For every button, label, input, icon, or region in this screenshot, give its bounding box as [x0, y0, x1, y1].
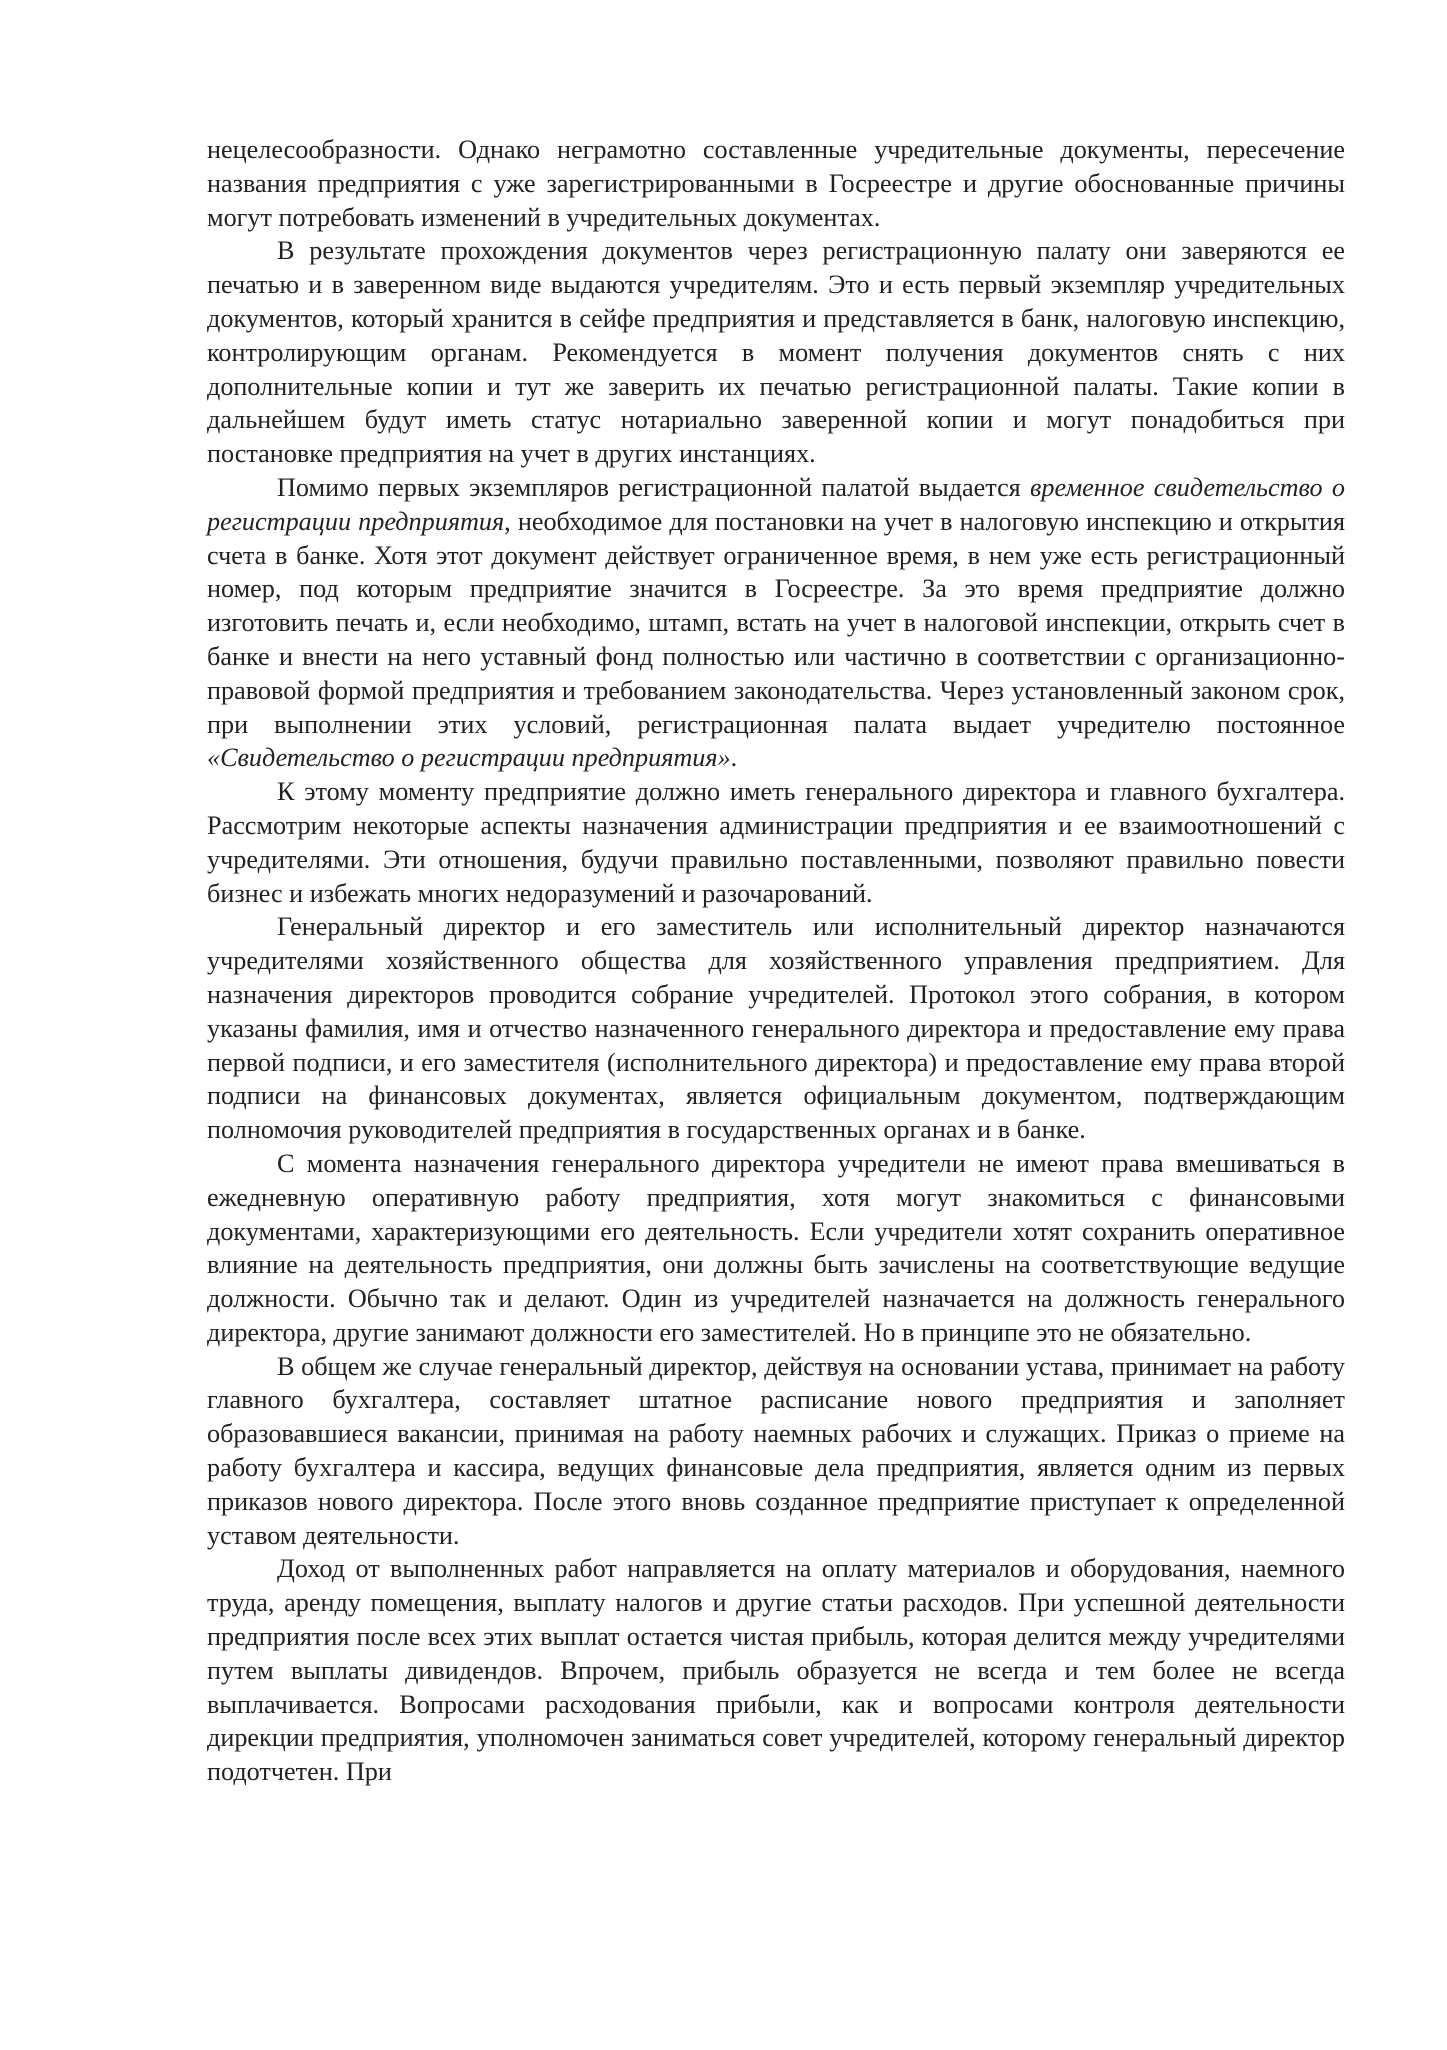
italic-term-temporary-certificate: временное свидетельство о регистрации предприятия	[207, 472, 1345, 536]
paragraph-3-text-c: .	[730, 743, 738, 773]
document-page	[207, 133, 1345, 1789]
paragraph-1-text: нецелесообразности. Однако неграмотно составленные учредительные документы, пересечение названия предприятия с уже зарегистрированными в Госреестре и другие обоснованные причины могут потребовать изменений в учредительных документах.	[207, 135, 1345, 232]
paragraph-5-text: Генеральный директор и его заместитель или исполнительный директор назначаются учредителями хозяйственного общества для хозяйственного управления предприятием. Для назначения директоров проводится собрание учредителей. Протокол этого собрания, в котором указаны фамилия, имя и отчество назначенного генерального директора и предоставление ему права первой подписи, и его заместителя (исполнительного директора) и предоставление ему права второй подписи на финансовых документах, является официальным документом, подтверждающим полномочия руководителей предприятия в государственных органах и в банке.	[207, 912, 1345, 1145]
paragraph-3	[207, 471, 1345, 775]
paragraph-2	[207, 234, 1345, 471]
paragraph-8-text: Доход от выполненных работ направляется на оплату материалов и оборудования, наемного труда, аренду помещения, выплату налогов и другие статьи расходов. При успешной деятельности предприятия после всех этих выплат остается чистая прибыль, которая делится между учредителями путем выплаты дивидендов. Впрочем, прибыль образуется не всегда и тем более не всегда выплачивается. Вопросами расходования прибыли, как и вопросами контроля деятельности дирекции предприятия, уполномочен заниматься совет учредителей, которому генеральный директор подотчетен. При	[207, 1554, 1345, 1787]
paragraph-8	[207, 1552, 1345, 1789]
paragraph-7	[207, 1350, 1345, 1553]
paragraph-4	[207, 775, 1345, 910]
italic-term-registration-certificate: «Свидетельство о регистрации предприятия»	[207, 743, 731, 773]
paragraph-7-text: В общем же случае генеральный директор, действуя на основании устава, принимает на работу главного бухгалтера, составляет штатное расписание нового предприятия и заполняет образовавшиеся вакансии, принимая на работу наемных рабочих и служащих. Приказ о приеме на работу бухгалтера и кассира, ведущих финансовые дела предприятия, является одним из первых приказов нового директора. После этого вновь созданное предприятие приступает к определенной уставом деятельности.	[207, 1351, 1345, 1550]
paragraph-6	[207, 1147, 1345, 1350]
paragraph-5	[207, 910, 1345, 1147]
paragraph-3-text-a: Помимо первых экземпляров регистрационной палатой выдается	[277, 472, 1031, 502]
paragraph-4-text: К этому моменту предприятие должно иметь генерального директора и главного бухгалтера. Рассмотрим некоторые аспекты назначения администрации предприятия и ее взаимоотношений с учредителями. Эти отношения, будучи правильно поставленными, позволяют правильно повести бизнес и избежать многих недоразумений и разочарований.	[207, 777, 1345, 908]
paragraph-2-text: В результате прохождения документов через регистрационную палату они заверяются ее печатью и в заверенном виде выдаются учредителям. Это и есть первый экземпляр учредительных документов, который хранится в сейфе предприятия и представляется в банк, налоговую инспекцию, контролирующим органам. Рекомендуется в момент получения документов снять с них дополнительные копии и тут же заверить их печатью регистрационной палаты. Такие копии в дальнейшем будут иметь статус нотариально заверенной копии и могут понадобиться при постановке предприятия на учет в других инстанциях.	[207, 236, 1345, 469]
paragraph-6-text: С момента назначения генерального директора учредители не имеют права вмешиваться в ежедневную оперативную работу предприятия, хотя могут знакомиться с финансовыми документами, характеризующими его деятельность. Если учредители хотят сохранить оперативное влияние на деятельность предприятия, они должны быть зачислены на соответствующие ведущие должности. Обычно так и делают. Один из учредителей назначается на должность генерального директора, другие занимают должности его заместителей. Но в принципе это не обязательно.	[207, 1148, 1345, 1347]
paragraph-1	[207, 133, 1345, 234]
paragraph-3-text-b: , необходимое для постановки на учет в налоговую инспекцию и открытия счета в банке. Хотя этот документ действует ограниченное время, в нем уже есть регистрационный номер, под которым предприятие значится в Госреестре. За это время предприятие должно изготовить печать и, если необходимо, штамп, встать на учет в налоговой инспекции, открыть счет в банке и внести на него уставный фонд полностью или частично в соответствии с организационно-правовой формой предприятия и требованием законодательства. Через установленный законом срок, при выполнении этих условий, регистрационная палата выдает учредителю постоянное	[207, 506, 1345, 739]
